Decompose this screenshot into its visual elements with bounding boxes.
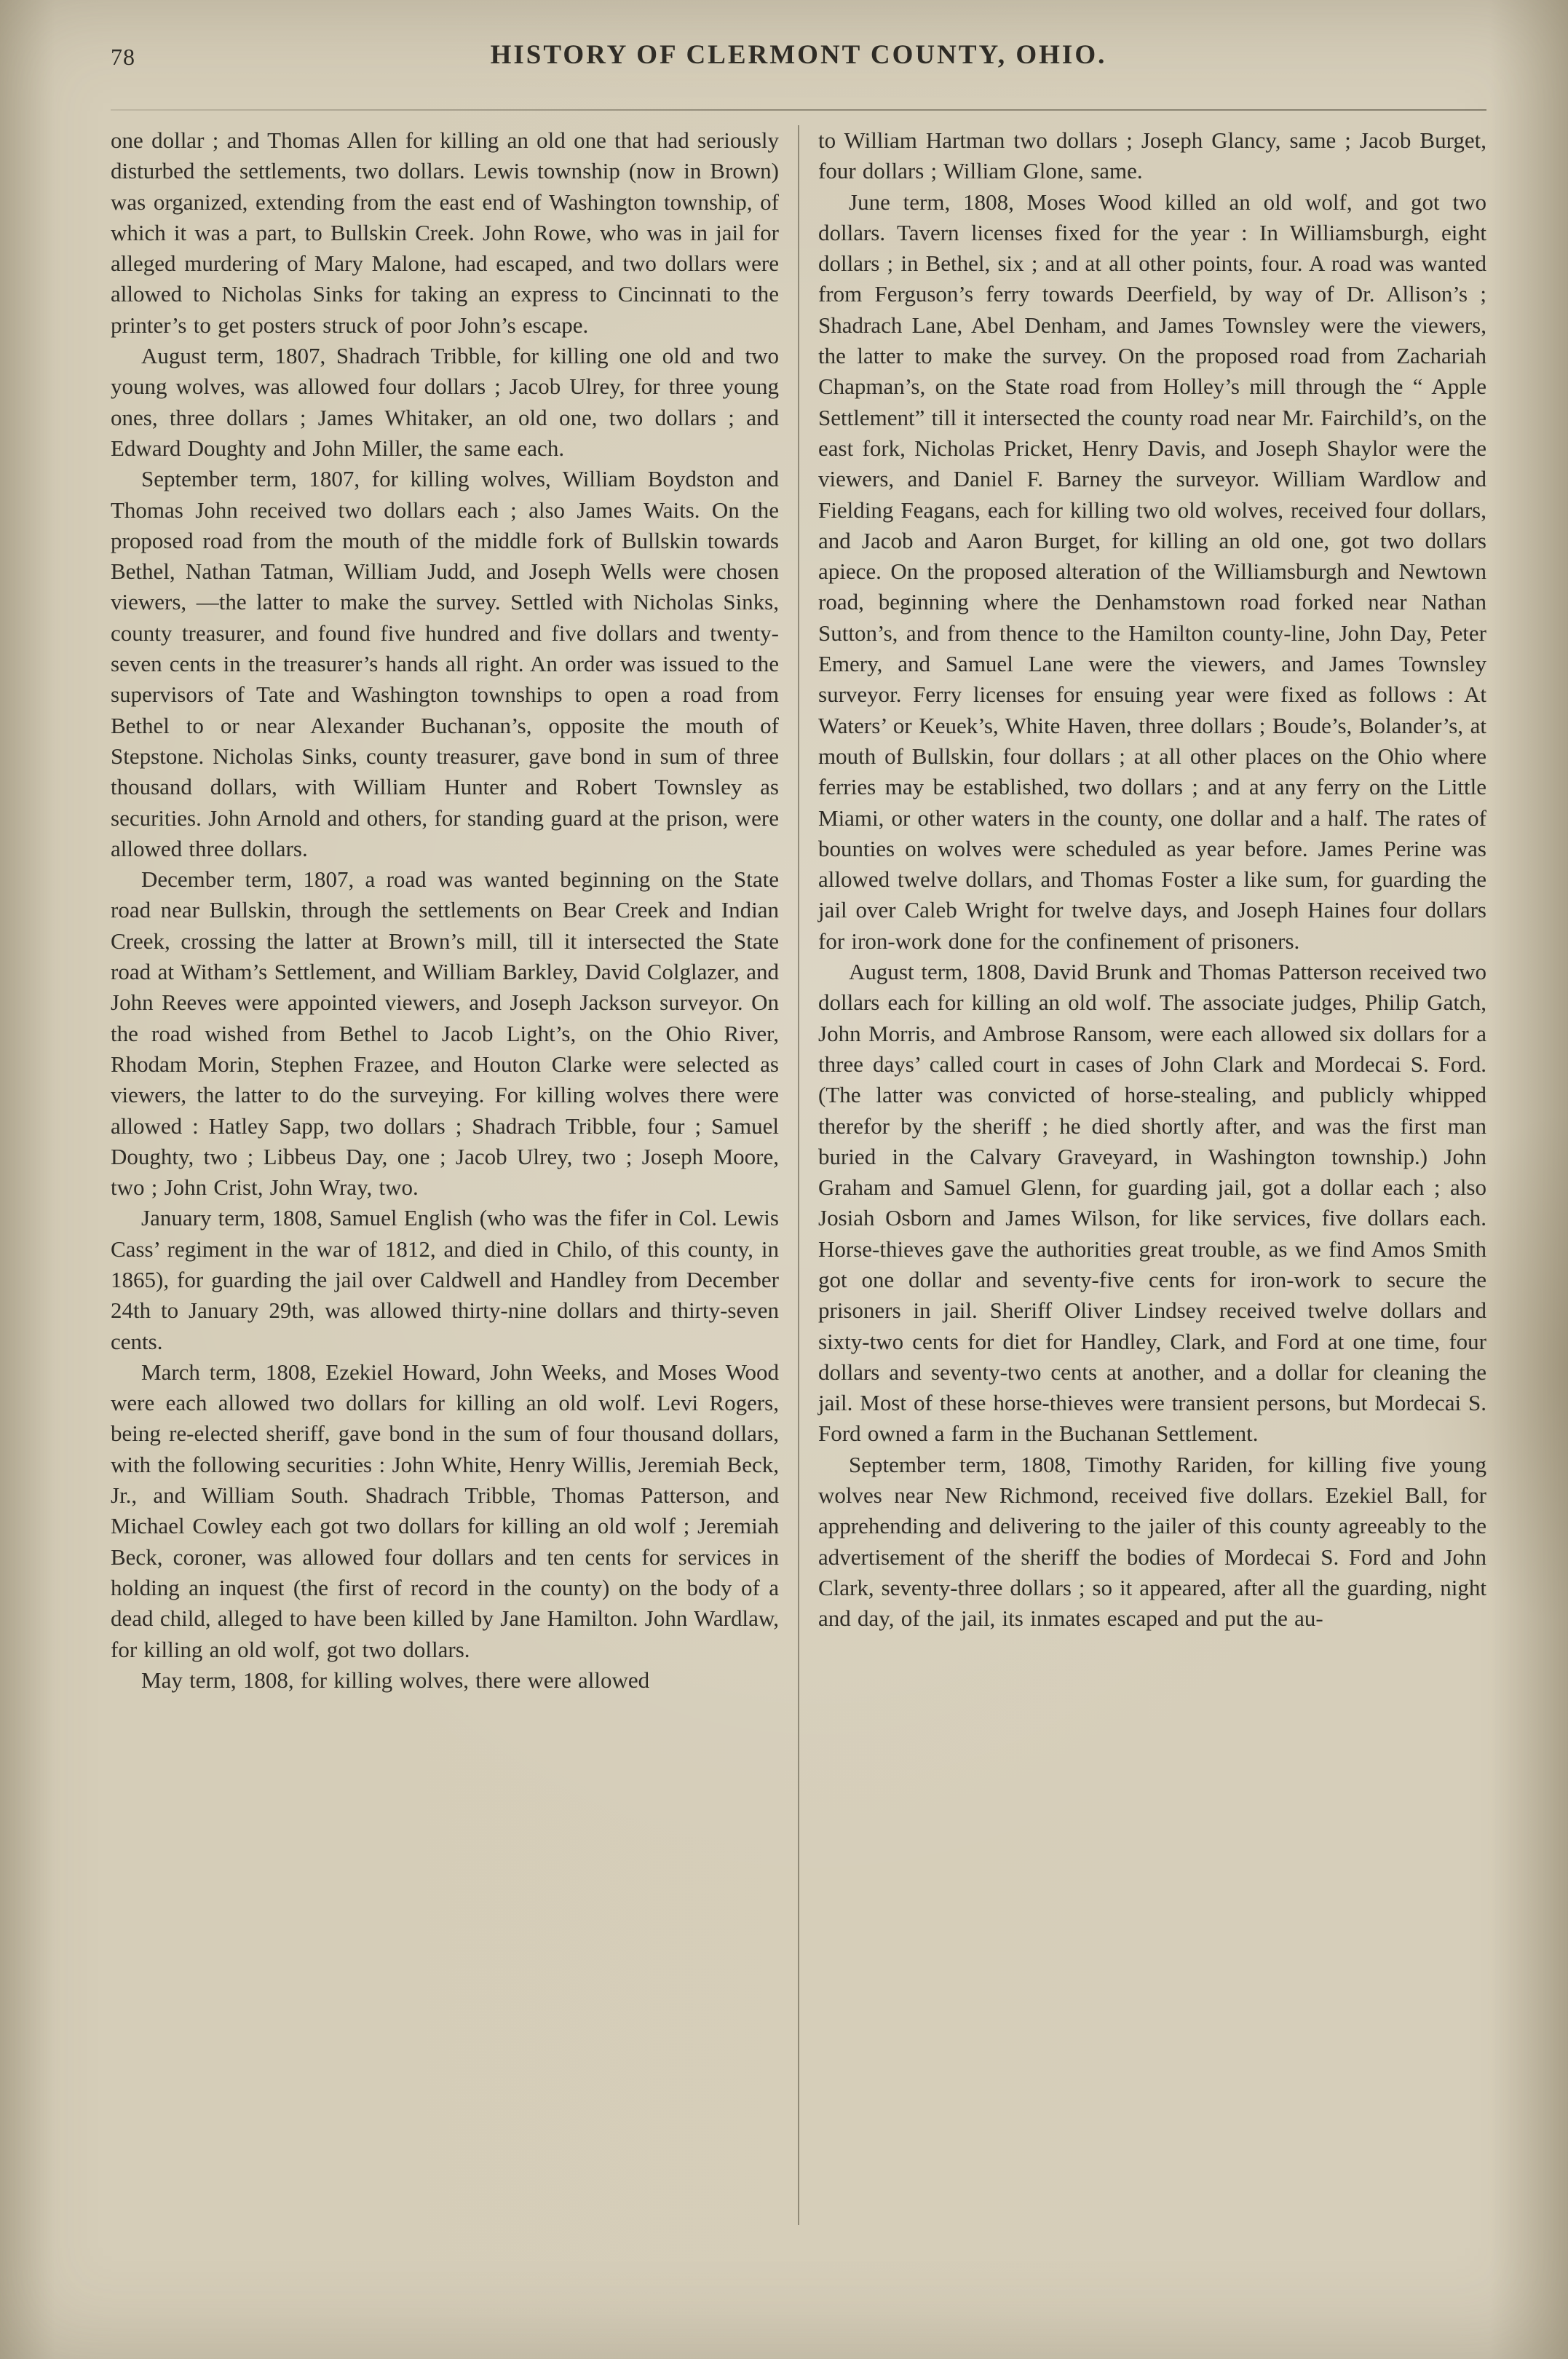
paragraph: one dollar ; and Thomas Allen for killing an old one that had seriously disturbed the settlements, two dollars. Lewis township (now in Brown) was organized, extending from the east end of Washington township, of which it was a part, to Bullskin Creek. John Rowe, who was in jail for alleged murdering of Mary Malone, had escaped, and two dollars were allowed to Nicholas Sinks for taking an express to Cincinnati to the printer’s to get posters struck of poor John’s escape. <box>111 127 779 338</box>
running-title: HISTORY OF CLERMONT COUNTY, OHIO. <box>490 40 1107 70</box>
paragraph: to William Hartman two dollars ; Joseph Glancy, same ; Jacob Burget, four dollars ; William Glone, same. <box>818 127 1486 184</box>
paragraph: March term, 1808, Ezekiel Howard, John Weeks, and Moses Wood were each allowed two dollars for killing an old wolf. Levi Rogers, being re-elected sheriff, gave bond in the sum of four thousand dollars, with the following securities : John White, Henry Willis, Jeremiah Beck, Jr., and William South. Shadrach Tribble, Thomas Patterson, and Michael Cowley each got two dollars for killing an old wolf ; Jeremiah Beck, coroner, was allowed four dollars and ten cents for services in holding an inquest (the first of record in the county) on the body of a dead child, alleged to have been killed by Jane Hamilton. John Wardlaw, for killing an old wolf, got two dollars. <box>111 1359 779 1662</box>
paragraph: January term, 1808, Samuel English (who was the fifer in Col. Lewis Cass’ regiment in the war of 1812, and died in Chilo, of this county, in 1865), for guarding the jail over Caldwell and Handley from December 24th to January 29th, was allowed thirty-nine dollars and thirty-seven cents. <box>111 1205 779 1354</box>
paragraph: December term, 1807, a road was wanted beginning on the State road near Bullskin, through the settlements on Bear Creek and Indian Creek, crossing the latter at Brown’s mill, till it intersected the State road at Witham’s Settlement, and William Barkley, David Colglazer, and John Reeves were appointed viewers, and Joseph Jackson surveyor. On the road wished from Bethel to Jacob Light’s, on the Ohio River, Rhodam Morin, Stephen Frazee, and Houton Clarke were selected as viewers, the latter to do the surveying. For killing wolves there were allowed : Hatley Sapp, two dollars ; Shadrach Tribble, four ; Samuel Doughty, two ; Libbeus Day, one ; Jacob Ulrey, two ; Joseph Moore, two ; John Crist, John Wray, two. <box>111 866 779 1201</box>
paragraph: May term, 1808, for killing wolves, there were allowed <box>141 1667 650 1693</box>
page-header <box>111 38 1486 89</box>
paragraph: June term, 1808, Moses Wood killed an old wolf, and got two dollars. Tavern licenses fixed for the year : In Williamsburgh, eight dollars ; in Bethel, six ; and at all other points, four. A road was wanted from Ferguson’s ferry towards Deerfield, by way of Dr. Allison’s ; Shadrach Lane, Abel Denham, and James Townsley were the viewers, the latter to make the survey. On the proposed road from Zachariah Chapman’s, on the State road from Holley’s mill through the “ Apple Settlement” till it intersected the county road near Mr. Fairchild’s, on the east fork, Nicholas Pricket, Henry Davis, and Joseph Shaylor were the viewers, and Daniel F. Barney the surveyor. William Wardlow and Fielding Feagans, each for killing two old wolves, received four dollars, and Jacob and Aaron Burget, for killing an old one, got two dollars apiece. On the proposed alteration of the Williamsburgh and Newtown road, beginning where the Denhamstown road forked near Nathan Sutton’s, and from thence to the Hamilton county-line, John Day, Peter Emery, and Samuel Lane were the viewers, and James Townsley surveyor. Ferry licenses for ensuing year were fixed as follows : At Waters’ or Keuek’s, White Haven, three dollars ; Boude’s, Bolander’s, at mouth of Bullskin, four dollars ; at all other places on the Ohio where ferries may be established, two dollars ; and at any ferry on the Little Miami, or other waters in the county, one dollar and a half. The rates of bounties on wolves were scheduled as year before. James Perine was allowed twelve dollars, and Thomas Foster a like sum, for guarding the jail over Caleb Wright for twelve days, and Joseph Haines four dollars for iron-work done for the confinement of prisoners. <box>818 189 1486 954</box>
column-divider <box>798 125 799 2225</box>
paragraph: September term, 1808, Timothy Rariden, for killing five young wolves near New Richmond, received five dollars. Ezekiel Ball, for apprehending and delivering to the jailer of this county agreeably to the advertisement of the sheriff the bodies of Mordecai S. Ford and John Clark, seventy-three dollars ; so it appeared, after all the guarding, night and day, of the jail, its inmates escaped and put the au- <box>818 1451 1486 1632</box>
text-columns <box>111 125 1486 2225</box>
column-right <box>818 125 1486 2225</box>
page-number: 78 <box>111 44 135 70</box>
paragraph: September term, 1807, for killing wolves, William Boydston and Thomas John received two dollars each ; also James Waits. On the proposed road from the mouth of the middle fork of Bullskin towards Bethel, Nathan Tatman, William Judd, and Joseph Wells were chosen viewers, —the latter to make the survey. Settled with Nicholas Sinks, county treasurer, and found five hundred and five dollars and twenty-seven cents in the treasurer’s hands all right. An order was issued to the supervisors of Tate and Washington townships to open a road from Bethel to or near Alexander Buchanan’s, opposite the mouth of Stepstone. Nicholas Sinks, county treasurer, gave bond in sum of three thousand dollars, with William Hunter and Robert Townsley as securities. John Arnold and others, for standing guard at the prison, were allowed three dollars. <box>111 466 779 861</box>
paragraph: August term, 1808, David Brunk and Thomas Patterson received two dollars each for killing an old wolf. The associate judges, Philip Gatch, John Morris, and Ambrose Ransom, were each allowed six dollars for a three days’ called court in cases of John Clark and Mordecai S. Ford. (The latter was convicted of horse-stealing, and publicly whipped therefor by the sheriff ; he died shortly after, and was the first man buried in the Calvary Graveyard, in Washington township.) John Graham and Samuel Glenn, for guarding jail, got a dollar each ; also Josiah Osborn and James Wilson, for like services, five dollars each. Horse-thieves gave the authorities great trouble, as we find Amos Smith got one dollar and seventy-five cents for iron-work to secure the prisoners in jail. Sheriff Oliver Lindsey received twelve dollars and sixty-two cents for diet for Handley, Clark, and Ford at one time, four dollars and seventy-two cents at another, and a dollar for cleaning the jail. Most of these horse-thieves were transient persons, but Mordecai S. Ford owned a farm in the Buchanan Settlement. <box>818 959 1486 1447</box>
header-rule <box>111 109 1486 111</box>
column-left <box>111 125 779 2225</box>
paragraph: August term, 1807, Shadrach Tribble, for killing one old and two young wolves, was allowed four dollars ; Jacob Ulrey, for three young ones, three dollars ; James Whitaker, an old one, two dollars ; and Edward Doughty and John Miller, the same each. <box>111 343 779 461</box>
